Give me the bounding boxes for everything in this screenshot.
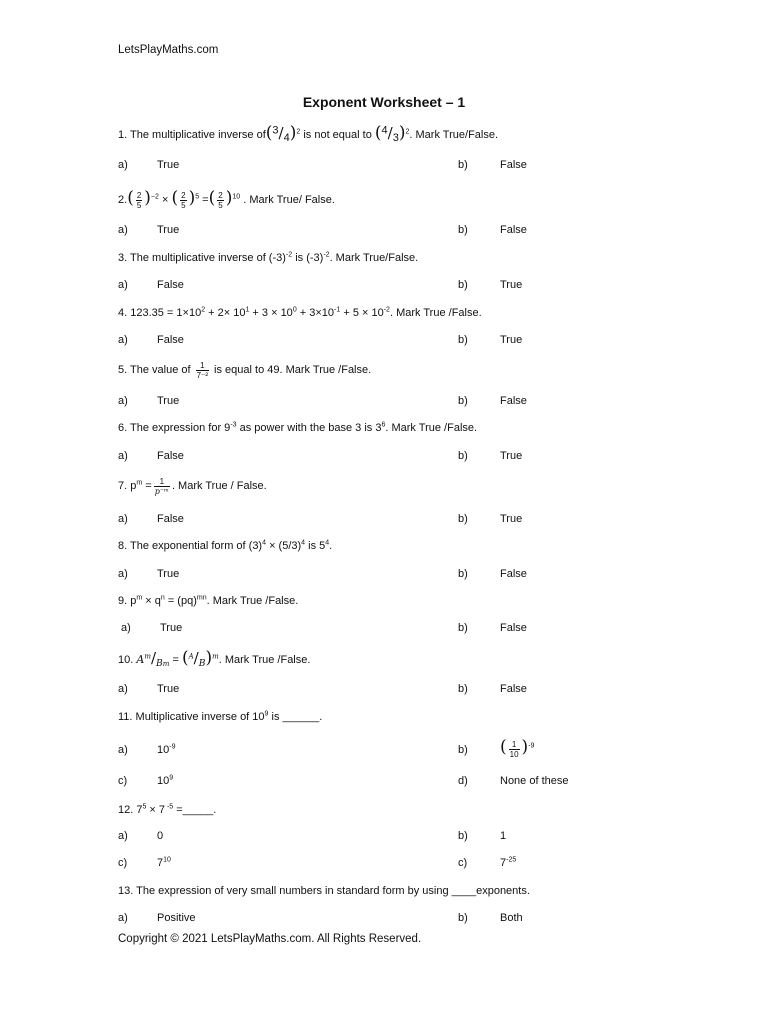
q12-opt-b: 1 [500, 830, 507, 842]
q7-frac: $\frac{1}{\text{p⁻ᵐ}}$ [154, 476, 169, 496]
q5-opt-a-label: a) [118, 395, 128, 407]
q11-opt-b-label: b) [458, 744, 468, 756]
q5-frac: $\frac{1}{\text{7⁻²}}$ [196, 360, 208, 380]
q2-exp-2: 5 [195, 193, 200, 201]
q1-opt-a: True [157, 159, 180, 171]
q1-num2: 4 [381, 124, 388, 137]
q6-opt-a: False [157, 450, 184, 462]
q12-opt-c2: $7^{-25}$ [500, 856, 517, 869]
question-2: 2.( $\frac{2}{5}$ )$^{-2}$ × ( $\frac{2}{5}$ )$^5$ =( $\frac{2}{5}$ )$^{10}$ . Mark True/ False. [118, 188, 335, 210]
q12-opt-c: $7^{10}$ [157, 856, 171, 869]
q9-opt-b-label: b) [458, 622, 468, 634]
q2-opt-b: False [500, 224, 527, 236]
q13-opt-b: Both [500, 912, 523, 924]
q7-opt-a-label: a) [118, 513, 128, 525]
q12-opt-a: 0 [157, 830, 164, 842]
page-title: Exponent Worksheet – 1 [302, 94, 466, 110]
q2-opt-a-label: a) [118, 224, 128, 236]
q7-opt-b: True [500, 513, 523, 525]
q8-opt-a-label: a) [118, 568, 128, 580]
question-12: 12. $7^5 \times 7$ $^{-5}$ =_____. [118, 803, 217, 816]
q10-opt-a: True [157, 683, 180, 695]
question-3: 3. The multiplicative inverse of $(-3)^{-2}$ is $(-3)^{-2}$. Mark True/False. [118, 251, 419, 264]
site-name: LetsPlayMaths.com [118, 44, 219, 56]
q9-opt-b: False [500, 622, 527, 634]
q2-exp-3: 10 [232, 193, 241, 201]
q1-den2: 3 [392, 132, 399, 145]
q2-exp-1: −2 [150, 193, 159, 201]
q11-opt-b: ( $\frac{1}{10}$ )$^{-9}$ [500, 737, 535, 759]
q13-opt-a-label: a) [118, 912, 128, 924]
question-9: 9. $p^m \times q^n = (pq)^{mn}$. Mark True /False. [118, 594, 299, 607]
q11-opt-d-label: d) [458, 775, 468, 787]
q3-opt-a-label: a) [118, 279, 128, 291]
question-11: 11. Multiplicative inverse of $10^9$ is ______. [118, 710, 323, 723]
q4-opt-a: False [157, 334, 184, 346]
q10-opt-b-label: b) [458, 683, 468, 695]
q2-frac-2: $\frac{2}{5}$ [181, 190, 186, 210]
q1-text-pre: 1. The multiplicative inverse of [118, 129, 266, 141]
q10-opt-a-label: a) [118, 683, 128, 695]
question-13: 13. The expression of very small numbers in standard form by using ____exponents. [118, 885, 530, 897]
q6-opt-a-label: a) [118, 450, 128, 462]
q9-opt-a-label: a) [121, 622, 131, 634]
q11-opt-a-label: a) [118, 744, 128, 756]
q12-opt-b-label: b) [458, 830, 468, 842]
q1-den: 4 [283, 132, 290, 145]
q12-opt-a-label: a) [118, 830, 128, 842]
question-7: 7. $p^m$ = $\frac{1}{\text{p⁻ᵐ}}$ . Mark True / False. [118, 476, 267, 496]
q2-eq: = [202, 194, 209, 206]
q8-opt-a: True [157, 568, 180, 580]
q1-opt-a-label: a) [118, 159, 128, 171]
q3-opt-a: False [157, 279, 184, 291]
q4-opt-b: True [500, 334, 523, 346]
question-5: 5. The value of $\frac{1}{\text{7⁻²}}$ is equal to 49. Mark True /False. [118, 360, 372, 380]
q2-text-post: . Mark True/ False. [243, 194, 335, 206]
q9-opt-a: True [160, 622, 183, 634]
question-10: 10. $A^m/_{Bm} = (^A/_B)^m$. Mark True /False. [118, 648, 311, 670]
q12-opt-c2-label: c) [458, 857, 468, 869]
question-8: 8. The exponential form of $(3)^4 \times (5/3)^4$ is $5^4$. [118, 539, 333, 552]
q1-paren-open: ( [265, 123, 273, 143]
q12-opt-c-label: c) [118, 857, 128, 869]
q1-text-post: . Mark True/False. [409, 129, 499, 141]
q3-opt-b-label: b) [458, 279, 468, 291]
question-1: 1. The multiplicative inverse $of(^3/_4)^2$ is not equal to $(^4/_3)^2$. Mark True/False. [118, 123, 499, 145]
copyright-footer: Copyright © 2021 LetsPlayMaths.com. All Rights Reserved. [118, 933, 422, 945]
q4-opt-b-label: b) [458, 334, 468, 346]
q13-opt-b-label: b) [458, 912, 468, 924]
q5-opt-b: False [500, 395, 527, 407]
q6-opt-b: True [500, 450, 523, 462]
q1-text-mid: is not equal to [303, 129, 372, 141]
q11-opt-d: None of these [500, 775, 569, 787]
q11-opt-c-label: c) [118, 775, 128, 787]
q2-frac-1: $\frac{2}{5}$ [136, 190, 142, 210]
q8-opt-b: False [500, 568, 527, 580]
q7-opt-b-label: b) [458, 513, 468, 525]
question-4: 4. $123.35 = 1\times 10^2 + 2\times 10^1 + 3 \times 10^0 + 3\times 10^{-1} + 5 \times 10^{-2}$. Mark True /False. [118, 306, 482, 319]
q2-num: 2. [118, 194, 128, 206]
q1-exp2: 2 [405, 128, 410, 136]
q2-frac-3: $\frac{2}{5}$ [218, 190, 223, 210]
q10-opt-b: False [500, 683, 527, 695]
q6-opt-b-label: b) [458, 450, 468, 462]
q4-opt-a-label: a) [118, 334, 128, 346]
q2-opt-a: True [157, 224, 180, 236]
q1-opt-b: False [500, 159, 527, 171]
question-6: 6. The expression for $9^{-3}$ as power with the base 3 is $3^6$. Mark True /False. [118, 421, 478, 434]
q11-opt-a: $10^{-9}$ [157, 743, 176, 756]
q1-opt-b-label: b) [458, 159, 468, 171]
q5-opt-b-label: b) [458, 395, 468, 407]
q3-opt-b: True [500, 279, 523, 291]
q5-opt-a: True [157, 395, 180, 407]
q8-opt-b-label: b) [458, 568, 468, 580]
q7-opt-a: False [157, 513, 184, 525]
q2-opt-b-label: b) [458, 224, 468, 236]
q11-opt-c: $10^9$ [157, 774, 174, 787]
q13-opt-a: Positive [157, 912, 196, 924]
q1-exp1: 2 [296, 128, 301, 136]
q1-num: 3 [272, 124, 279, 137]
q2-times: × [161, 194, 169, 206]
